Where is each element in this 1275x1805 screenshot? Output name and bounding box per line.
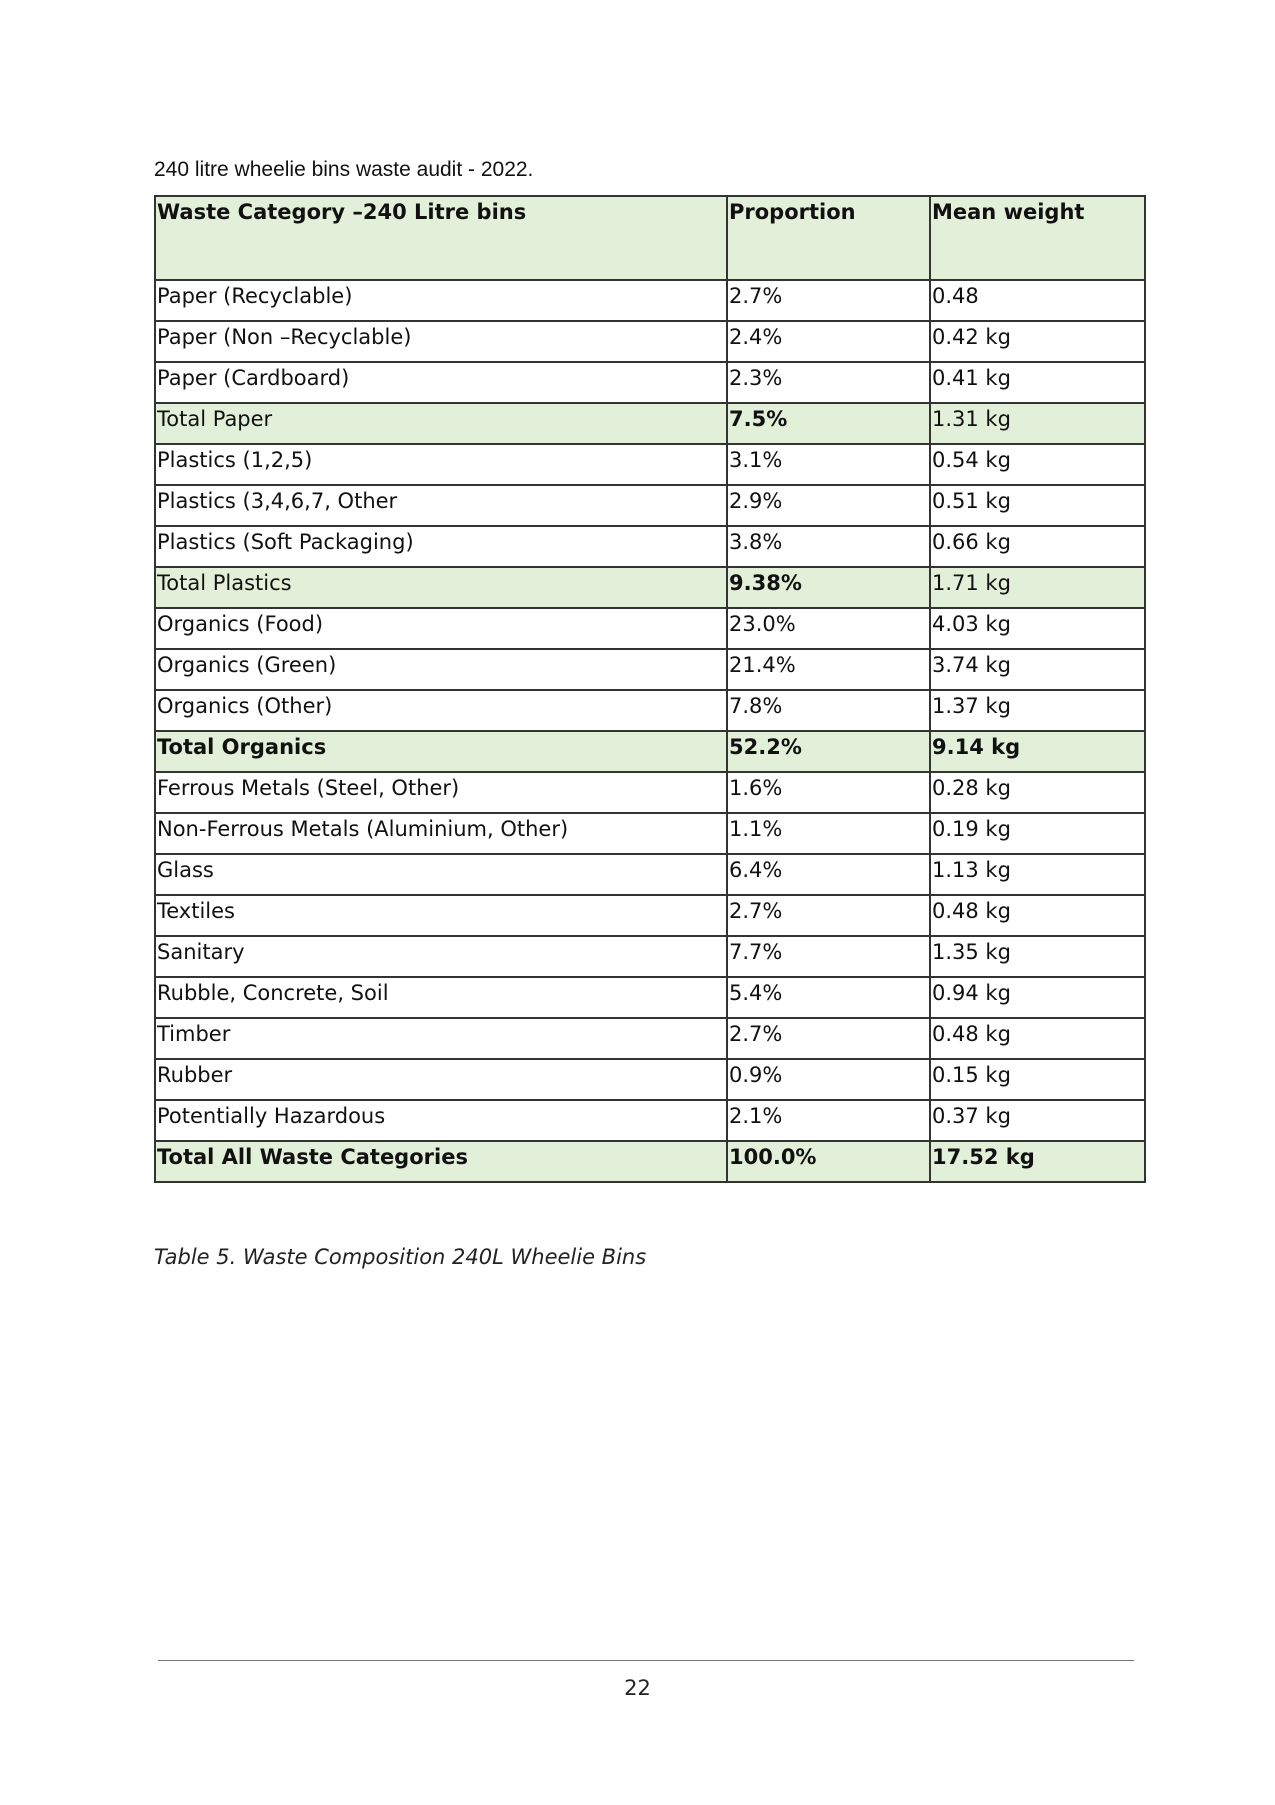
table-row [155, 1100, 1145, 1141]
proportion-cell: 3.8% [727, 526, 930, 567]
table-row [155, 895, 1145, 936]
mean-weight-cell: 1.35 kg [930, 936, 1145, 977]
category-cell: Paper (Non –Recyclable) [155, 321, 727, 362]
table-row [155, 362, 1145, 403]
page-number: 22 [624, 1676, 651, 1700]
proportion-cell: 100.0% [727, 1141, 930, 1182]
proportion-cell: 2.9% [727, 485, 930, 526]
proportion-cell: 7.8% [727, 690, 930, 731]
table-row [155, 936, 1145, 977]
proportion-cell: 2.3% [727, 362, 930, 403]
table-row [155, 854, 1145, 895]
mean-weight-cell: 1.13 kg [930, 854, 1145, 895]
category-cell: Glass [155, 854, 727, 895]
table-row [155, 690, 1145, 731]
category-cell: Textiles [155, 895, 727, 936]
mean-weight-cell: 0.37 kg [930, 1100, 1145, 1141]
mean-weight-cell: 0.19 kg [930, 813, 1145, 854]
proportion-cell: 2.7% [727, 1018, 930, 1059]
table-row [155, 1059, 1145, 1100]
mean-weight-cell: 9.14 kg [930, 731, 1145, 772]
header-proportion: Proportion [727, 196, 930, 280]
table-row [155, 444, 1145, 485]
proportion-cell: 1.1% [727, 813, 930, 854]
proportion-cell: 5.4% [727, 977, 930, 1018]
category-cell: Organics (Food) [155, 608, 727, 649]
proportion-cell: 7.7% [727, 936, 930, 977]
table-row [155, 977, 1145, 1018]
category-cell: Total Plastics [155, 567, 727, 608]
mean-weight-cell: 1.71 kg [930, 567, 1145, 608]
category-cell: Total Paper [155, 403, 727, 444]
table-row [155, 526, 1145, 567]
category-cell: Paper (Cardboard) [155, 362, 727, 403]
mean-weight-cell: 17.52 kg [930, 1141, 1145, 1182]
category-cell: Total Organics [155, 731, 727, 772]
category-cell: Ferrous Metals (Steel, Other) [155, 772, 727, 813]
mean-weight-cell: 0.42 kg [930, 321, 1145, 362]
proportion-cell: 2.1% [727, 1100, 930, 1141]
proportion-cell: 7.5% [727, 403, 930, 444]
proportion-cell: 9.38% [727, 567, 930, 608]
mean-weight-cell: 0.66 kg [930, 526, 1145, 567]
table-row [155, 280, 1145, 321]
footer-divider [158, 1660, 1134, 1661]
category-cell: Organics (Other) [155, 690, 727, 731]
proportion-cell: 3.1% [727, 444, 930, 485]
proportion-cell: 52.2% [727, 731, 930, 772]
table-row [155, 321, 1145, 362]
category-cell: Rubber [155, 1059, 727, 1100]
category-cell: Non-Ferrous Metals (Aluminium, Other) [155, 813, 727, 854]
mean-weight-cell: 0.54 kg [930, 444, 1145, 485]
mean-weight-cell: 0.48 kg [930, 895, 1145, 936]
category-cell: Sanitary [155, 936, 727, 977]
mean-weight-cell: 0.48 [930, 280, 1145, 321]
table-total-row [155, 731, 1145, 772]
proportion-cell: 2.4% [727, 321, 930, 362]
mean-weight-cell: 4.03 kg [930, 608, 1145, 649]
mean-weight-cell: 1.37 kg [930, 690, 1145, 731]
mean-weight-cell: 3.74 kg [930, 649, 1145, 690]
header-waste-category: Waste Category –240 Litre bins [155, 196, 727, 280]
proportion-cell: 1.6% [727, 772, 930, 813]
table-total-row [155, 403, 1145, 444]
table-row [155, 813, 1145, 854]
mean-weight-cell: 0.51 kg [930, 485, 1145, 526]
table-row [155, 608, 1145, 649]
category-cell: Timber [155, 1018, 727, 1059]
mean-weight-cell: 1.31 kg [930, 403, 1145, 444]
category-cell: Plastics (3,4,6,7, Other [155, 485, 727, 526]
mean-weight-cell: 0.15 kg [930, 1059, 1145, 1100]
category-cell: Plastics (1,2,5) [155, 444, 727, 485]
mean-weight-cell: 0.48 kg [930, 1018, 1145, 1059]
table-header-row [155, 196, 1145, 280]
proportion-cell: 21.4% [727, 649, 930, 690]
header-mean-weight: Mean weight [930, 196, 1145, 280]
category-cell: Organics (Green) [155, 649, 727, 690]
proportion-cell: 0.9% [727, 1059, 930, 1100]
category-cell: Rubble, Concrete, Soil [155, 977, 727, 1018]
category-cell: Plastics (Soft Packaging) [155, 526, 727, 567]
table-caption: Table 5. Waste Composition 240L Wheelie Bins [154, 1245, 647, 1269]
table-row [155, 772, 1145, 813]
proportion-cell: 2.7% [727, 895, 930, 936]
table-row [155, 1018, 1145, 1059]
mean-weight-cell: 0.41 kg [930, 362, 1145, 403]
proportion-cell: 23.0% [727, 608, 930, 649]
table-body [155, 280, 1145, 1182]
table-total-row [155, 567, 1145, 608]
table-heading: 240 litre wheelie bins waste audit - 2022. [154, 158, 534, 181]
mean-weight-cell: 0.28 kg [930, 772, 1145, 813]
category-cell: Total All Waste Categories [155, 1141, 727, 1182]
waste-composition-table [154, 195, 1146, 1183]
proportion-cell: 2.7% [727, 280, 930, 321]
table-total-row [155, 1141, 1145, 1182]
proportion-cell: 6.4% [727, 854, 930, 895]
category-cell: Potentially Hazardous [155, 1100, 727, 1141]
mean-weight-cell: 0.94 kg [930, 977, 1145, 1018]
category-cell: Paper (Recyclable) [155, 280, 727, 321]
table-row [155, 485, 1145, 526]
table-row [155, 649, 1145, 690]
